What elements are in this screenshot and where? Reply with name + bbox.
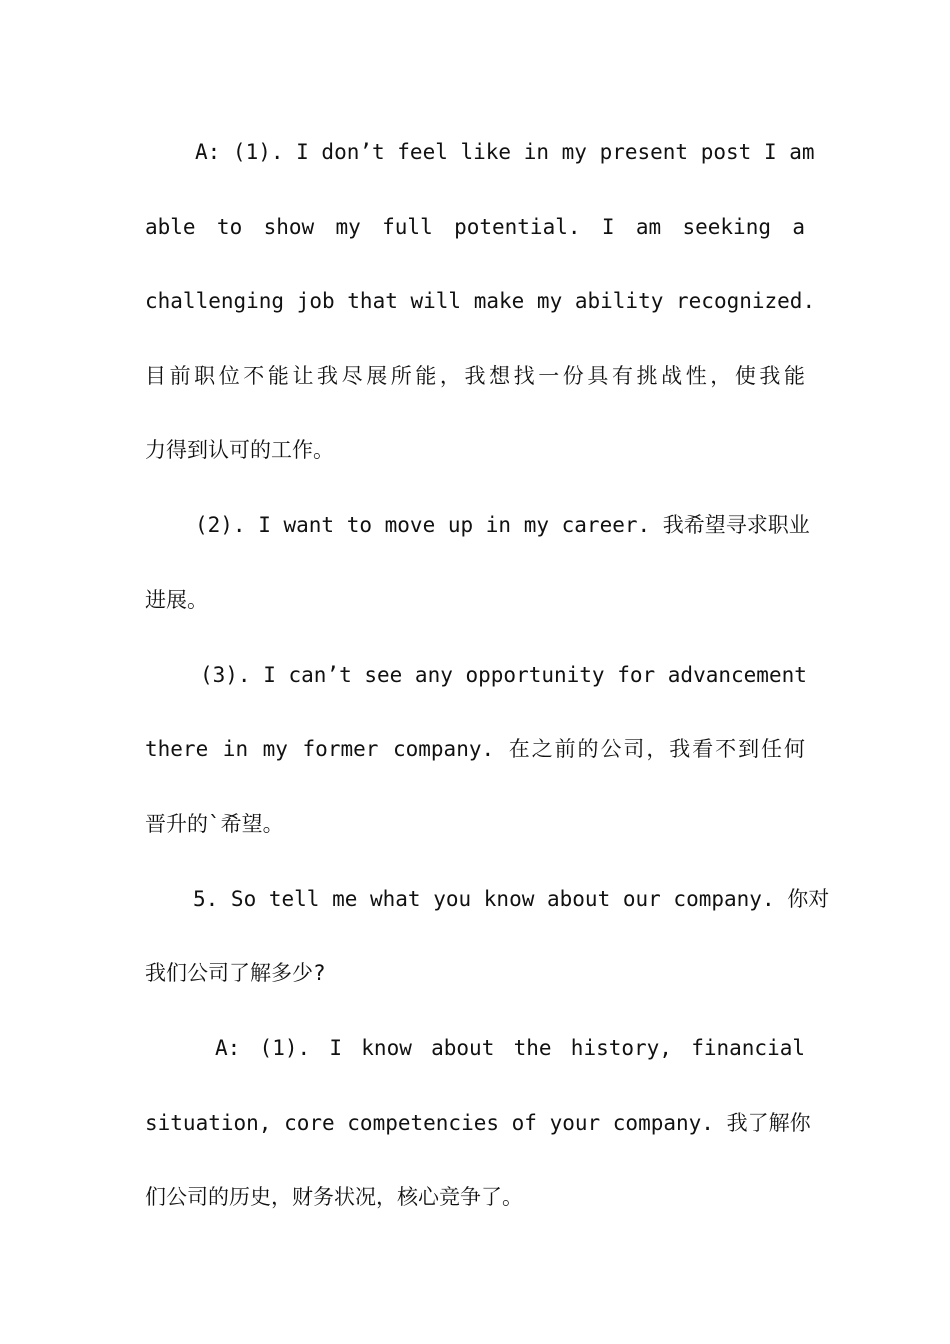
text-line: A: (1). I don’t feel like in my present post I am xyxy=(195,140,815,164)
text-line: 5. So tell me what you know about our company. 你对 xyxy=(193,887,830,911)
text-line: challenging job that will make my ability recognized. xyxy=(145,289,816,313)
text-line: 们公司的历史，财务状况，核心竞争了。 xyxy=(145,1185,523,1209)
text-line: 目前职位不能让我尽展所能，我想找一份具有挑战性，使我能 xyxy=(145,364,805,388)
text-line: able to show my full potential. I am seeking a xyxy=(145,215,805,239)
text-line: there in my former company. 在之前的公司，我看不到任何 xyxy=(145,737,805,761)
text-line: 晋升的`希望。 xyxy=(145,812,284,836)
text-line: 力得到认可的工作。 xyxy=(145,438,334,462)
text-line: 我们公司了解多少? xyxy=(145,961,326,985)
text-line: (2). I want to move up in my career. 我希望寻求职业 xyxy=(195,513,810,537)
text-line: situation, core competencies of your company. 我了解你 xyxy=(145,1111,811,1135)
text-line: 进展。 xyxy=(145,588,208,612)
text-line: (3). I can’t see any opportunity for advancement xyxy=(200,663,807,687)
text-line: A: (1). I know about the history, financial xyxy=(215,1036,805,1060)
